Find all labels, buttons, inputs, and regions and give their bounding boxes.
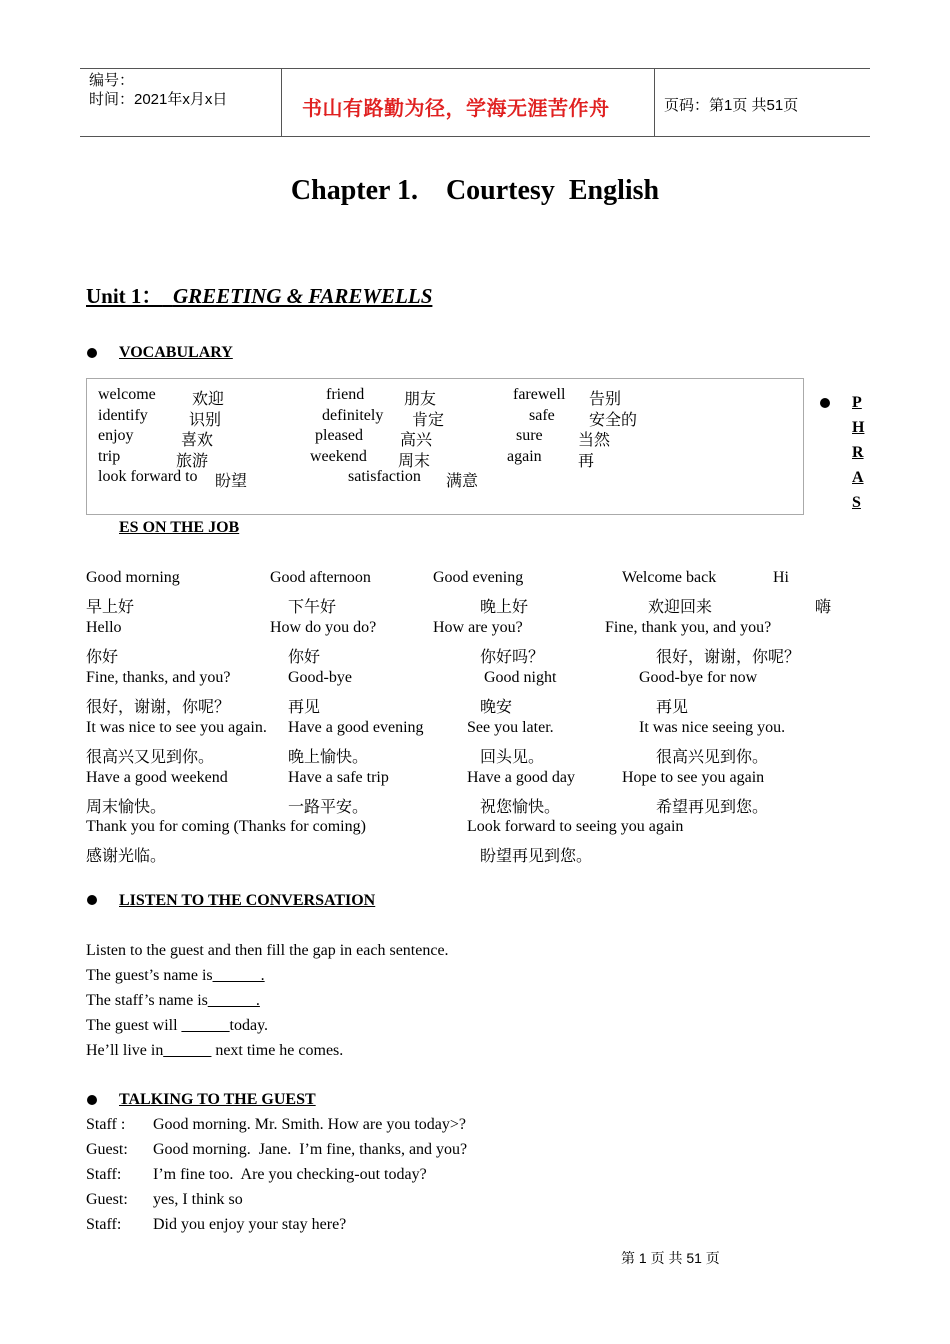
dialogue-speaker: Staff:: [86, 1166, 122, 1183]
phrase-zh: 晚安: [480, 699, 513, 716]
vocab-en: again: [507, 448, 542, 465]
phrase-en: Hi: [773, 569, 789, 586]
line-text: The staff’s name is: [86, 992, 208, 1009]
dialogue-line: I’m fine too. Are you checking-out today?: [153, 1166, 427, 1183]
fill-gap-line: [86, 1042, 343, 1060]
gap-blank[interactable]: ______: [181, 1017, 230, 1034]
fill-gap-line: [86, 992, 260, 1010]
vocab-en: satisfaction: [348, 468, 421, 485]
phrase-zh: 很好，谢谢，你呢？: [656, 649, 801, 666]
phrase-en: Have a good weekend: [86, 769, 228, 786]
vocab-en: welcome: [98, 386, 156, 403]
vocab-zh: 告别: [589, 391, 622, 408]
phrase-zh: 晚上愉快。: [288, 749, 369, 766]
phrase-en: Good-bye: [288, 669, 352, 686]
vocab-zh: 再: [578, 453, 595, 470]
phrase-en: How are you?: [433, 619, 523, 636]
phrase-zh: 你好吗？: [480, 649, 545, 666]
phrase-en: Hope to see you again: [622, 769, 765, 786]
unit-name: GREETING & FAREWELLS: [172, 284, 433, 308]
phrases-heading-letter: P: [852, 394, 862, 411]
header-bottom-rule: [80, 136, 870, 137]
phrase-en: Thank you for coming (Thanks for coming): [86, 818, 366, 835]
dialogue-line: yes, I think so: [153, 1191, 243, 1208]
dialogue-line: Good morning. Mr. Smith. How are you today>?: [153, 1116, 466, 1133]
phrase-en: Good-bye for now: [639, 669, 758, 686]
phrase-en: It was nice seeing you.: [639, 719, 786, 736]
serial-label: 编号：: [89, 72, 135, 89]
page-footer: 第 1 页 共 51 页: [621, 1250, 720, 1266]
phrase-en: Fine, thanks, and you?: [86, 669, 231, 686]
phrase-zh: 回头见。: [480, 749, 545, 766]
vocab-en: farewell: [513, 386, 566, 403]
line-text: He’ll live in: [86, 1042, 164, 1059]
vocab-zh: 满意: [446, 473, 479, 490]
line-text: next time he comes.: [211, 1042, 344, 1059]
vocab-zh: 肯定: [412, 412, 445, 429]
dialogue-speaker: Staff :: [86, 1116, 126, 1133]
vocab-zh: 周末: [398, 453, 431, 470]
header-top-rule: [80, 68, 870, 69]
phrase-en: Good evening: [433, 569, 524, 586]
fill-gap-line: [86, 967, 265, 985]
phrase-zh: 周末愉快。: [86, 799, 167, 816]
fill-gap-line: [86, 1017, 268, 1035]
phrase-en: Have a good evening: [288, 719, 424, 736]
phrase-zh: 再见: [656, 699, 689, 716]
phrase-en: Look forward to seeing you again: [467, 818, 684, 835]
phrases-heading-letter: R: [852, 444, 864, 461]
phrase-zh: 一路平安。: [288, 799, 369, 816]
line-text: The guest’s name is: [86, 967, 213, 984]
phrase-zh: 祝您愉快。: [480, 799, 561, 816]
vocab-en: friend: [326, 386, 365, 403]
phrases-heading-letter: H: [852, 419, 865, 436]
page-info: 页码：第1页 共51页: [664, 97, 799, 114]
phrase-en: Have a safe trip: [288, 769, 389, 786]
phrase-en: Good afternoon: [270, 569, 371, 586]
vocab-en: definitely: [322, 407, 384, 424]
bullet-icon: [87, 895, 97, 905]
bullet-icon: [87, 348, 97, 358]
vocab-en: look forward to: [98, 468, 198, 485]
listen-intro: Listen to the guest and then fill the gap in each sentence.: [86, 942, 449, 959]
bullet-icon: [820, 398, 830, 408]
line-text: The guest will: [86, 1017, 182, 1034]
vocab-zh: 安全的: [589, 412, 638, 429]
phrase-zh: 很高兴又见到你。: [86, 749, 215, 766]
phrase-en: It was nice to see you again.: [86, 719, 267, 736]
phrase-zh: 盼望再见到您。: [480, 848, 593, 865]
vocab-zh: 盼望: [215, 473, 248, 490]
phrase-en: Welcome back: [622, 569, 717, 586]
dialogue-line: Good morning. Jane. I’m fine, thanks, and you?: [153, 1141, 468, 1158]
phrase-zh: 很高兴见到你。: [656, 749, 769, 766]
vocab-en: enjoy: [98, 427, 134, 444]
line-text: today.: [229, 1017, 269, 1034]
vocab-zh: 识别: [189, 412, 222, 429]
phrase-zh: 晚上好: [480, 599, 529, 616]
dialogue-speaker: Guest:: [86, 1141, 128, 1158]
gap-blank[interactable]: ______: [163, 1042, 212, 1059]
vocab-en: identify: [98, 407, 148, 424]
vocab-en: trip: [98, 448, 121, 465]
vocab-en: weekend: [310, 448, 367, 465]
vocab-en: safe: [529, 407, 555, 424]
vocab-zh: 旅游: [176, 453, 209, 470]
motto: 书山有路勤为径，学海无涯苦作舟: [302, 98, 610, 120]
header-divider-1: [281, 69, 282, 136]
listen-heading: LISTEN TO THE CONVERSATION: [119, 892, 376, 909]
vocab-zh: 当然: [578, 432, 611, 449]
vocab-zh: 朋友: [404, 391, 437, 408]
phrase-zh: 你好: [288, 649, 321, 666]
phrase-en: Have a good day: [467, 769, 575, 786]
vocab-en: pleased: [315, 427, 363, 444]
phrase-en: Good morning: [86, 569, 180, 586]
phrase-en: See you later.: [467, 719, 554, 736]
header-divider-2: [654, 69, 655, 136]
unit-title: [86, 280, 432, 310]
phrase-en: Fine, thank you, and you?: [605, 619, 772, 636]
phrases-heading-letter: S: [852, 494, 861, 511]
phrases-heading: ES ON THE JOB: [119, 519, 240, 536]
unit-prefix: Unit 1：: [86, 284, 163, 308]
phrase-en: Hello: [86, 619, 122, 636]
phrase-zh: 早上好: [86, 599, 135, 616]
phrase-zh: 嗨: [815, 599, 832, 616]
dialogue-speaker: Staff:: [86, 1216, 122, 1233]
gap-blank[interactable]: ______.: [212, 967, 265, 984]
vocab-zh: 高兴: [400, 432, 433, 449]
phrase-zh: 你好: [86, 649, 119, 666]
phrase-zh: 希望再见到您。: [656, 799, 769, 816]
phrase-en: Good night: [484, 669, 557, 686]
vocab-zh: 喜欢: [181, 432, 214, 449]
phrases-heading-letter: A: [852, 469, 864, 486]
phrase-zh: 感谢光临。: [86, 848, 167, 865]
talking-heading: TALKING TO THE GUEST: [119, 1091, 316, 1108]
phrase-zh: 很好，谢谢，你呢？: [86, 699, 231, 716]
vocab-zh: 欢迎: [192, 391, 225, 408]
chapter-title: Chapter 1. Courtesy English: [290, 175, 660, 206]
phrase-zh: 再见: [288, 699, 321, 716]
dialogue-speaker: Guest:: [86, 1191, 128, 1208]
date-label: 时间：2021年x月x日: [89, 91, 228, 108]
vocab-en: sure: [516, 427, 543, 444]
phrase-zh: 欢迎回来: [648, 599, 713, 616]
phrase-en: How do you do?: [270, 619, 377, 636]
bullet-icon: [87, 1095, 97, 1105]
phrase-zh: 下午好: [288, 599, 337, 616]
gap-blank[interactable]: ______.: [207, 992, 260, 1009]
vocabulary-heading: VOCABULARY: [119, 344, 233, 361]
dialogue-line: Did you enjoy your stay here?: [153, 1216, 347, 1233]
